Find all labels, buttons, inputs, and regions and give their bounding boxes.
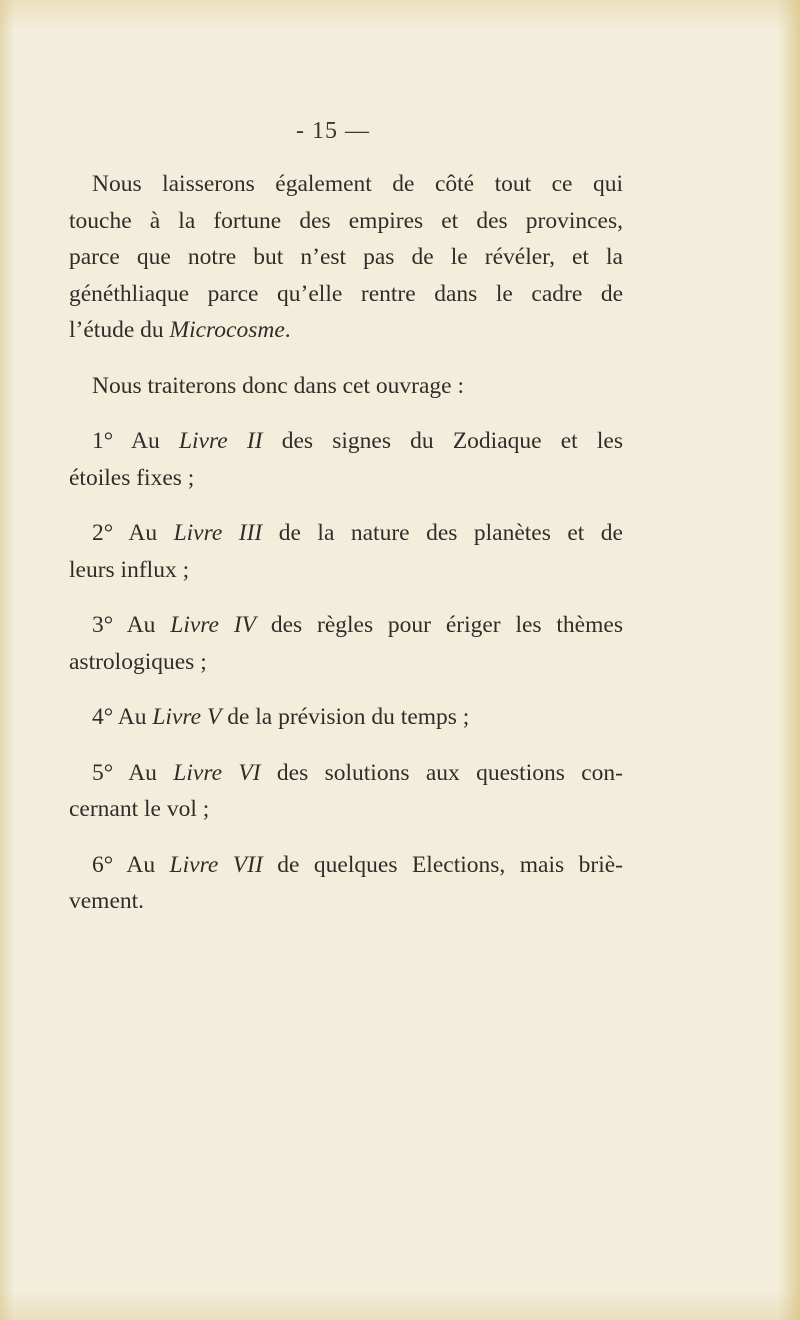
list-item [69,607,623,680]
text-segment: des règles pour ériger les thèmes [256,612,623,638]
text-line: Nous traiterons donc dans cet ouvrage : [92,372,464,399]
text-segment: des solutions aux questions con- [260,759,623,786]
text-segment: de la prévision du temps ; [221,704,470,730]
text-segment: Au [113,759,174,786]
text-segment: de la nature des planètes et de [262,520,623,546]
text-line: parce que notre but n’est pas de le révéler, et la [69,244,623,270]
italic-title: Microcosme [169,317,285,343]
text-line: Nous laisserons également de côté tout ce qui [92,171,623,197]
italic-title: Livre V [152,704,222,730]
italic-title: Livre VI [173,759,261,786]
text-segment: Au [113,520,174,546]
text-line: astrologiques ; [69,648,207,675]
text-line [69,607,623,644]
item-number: 6° [92,851,114,878]
paragraph-plan [69,368,623,405]
text-line: leurs influx ; [69,556,190,583]
text-line [69,312,623,349]
text-segment: Au [113,851,170,878]
text-line: généthliaque parce qu’elle rentre dans le cadre de [69,280,623,307]
body-text [69,166,623,939]
text-line: touche à la fortune des empires et des provinces, [69,207,623,234]
italic-title: Livre IV [170,612,256,638]
text-line [69,847,623,884]
text-line [69,755,623,792]
text-segment: des signes du Zodiaque et les [262,428,623,454]
list-item [69,423,623,496]
italic-title: Livre III [173,520,263,546]
item-number: 3° [92,612,114,638]
list-item [69,699,623,736]
item-number: 5° [92,759,114,786]
text-line [69,699,623,736]
list-item [69,755,623,828]
text-segment: de quelques Elections, mais briè- [262,851,623,878]
text-line [69,515,623,552]
paragraph-intro [69,166,623,349]
text-line [69,423,623,460]
list-item [69,515,623,588]
text-line: étoiles fixes ; [69,464,195,491]
item-number: 1° [92,428,114,454]
text-line: cernant le vol ; [69,796,210,822]
italic-title: Livre II [178,428,263,454]
text-segment: Au [113,612,171,638]
italic-title: Livre VII [169,851,263,878]
item-number: 4° [92,704,114,730]
list-item [69,847,623,920]
page-number: - 15 — [296,118,370,144]
item-number: 2° [92,520,114,546]
text-segment: l’étude du [69,317,170,343]
text-segment: Au [113,428,179,454]
text-segment: Au [113,704,153,730]
text-segment: . [284,317,291,343]
text-line: vement. [69,888,145,914]
